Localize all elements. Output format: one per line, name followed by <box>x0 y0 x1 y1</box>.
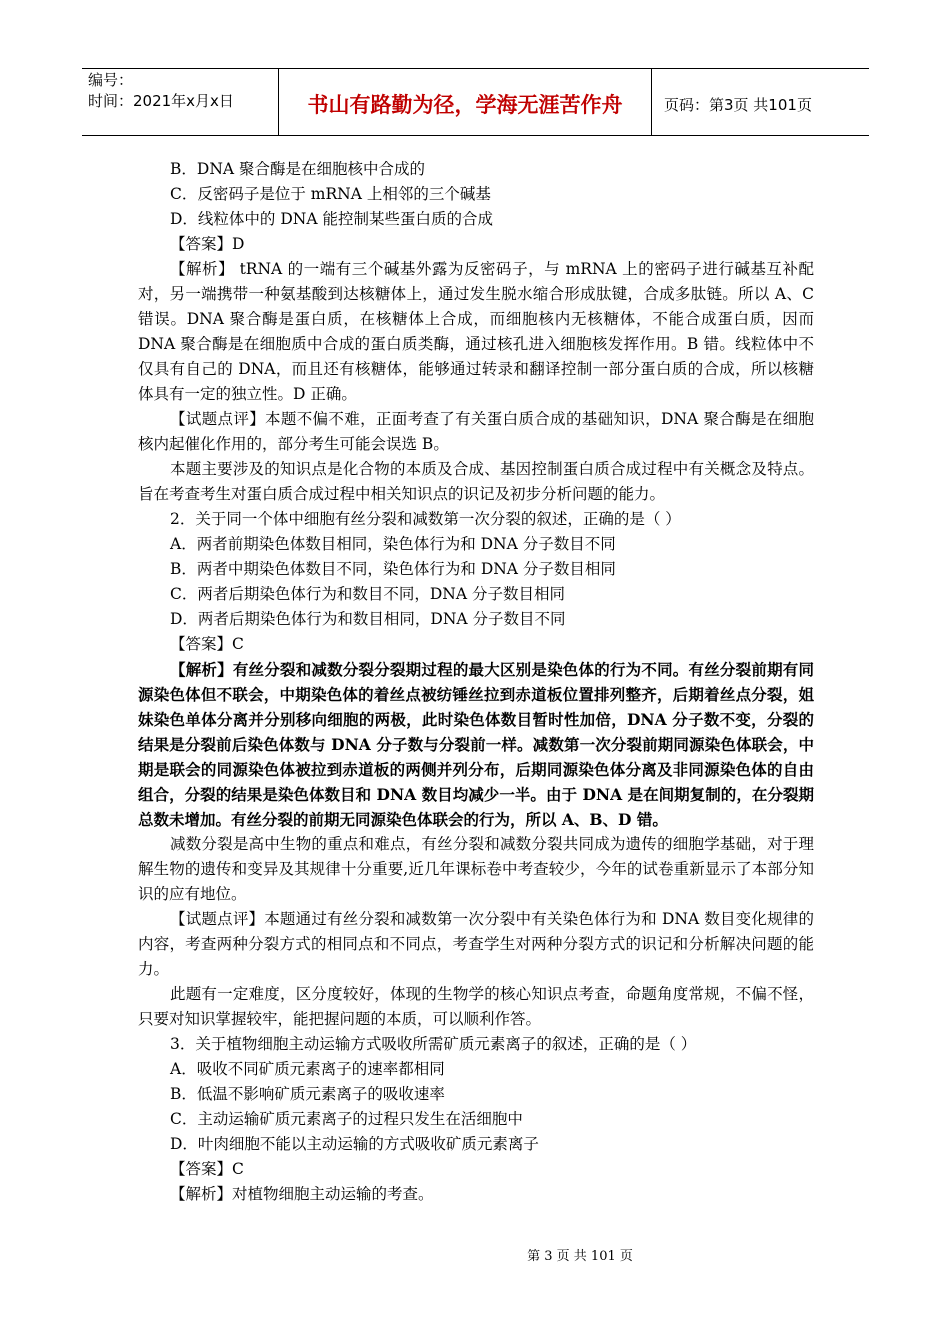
page-header <box>82 68 869 136</box>
document-body <box>138 157 814 1207</box>
analysis-q3: 【解析】对植物细胞主动运输的考查。 <box>170 1185 434 1203</box>
option-c-q2: C．两者后期染色体行为和数目不同，DNA 分子数目相同 <box>170 585 565 603</box>
option-b-q2: B．两者中期染色体数目不同，染色体行为和 DNA 分子数目相同 <box>170 560 616 578</box>
option-d-q1: D．线粒体中的 DNA 能控制某些蛋白质的合成 <box>170 210 493 228</box>
analysis-q2: 【解析】有丝分裂和减数分裂分裂期过程的最大区别是染色体的行为不同。有丝分裂前期有同源染色体但不联会，中期染色体的着丝点被纺锤丝拉到赤道板位置排列整齐，后期着丝点分裂，姐妹染色单体分离并分别移向细胞的两极，此时染色体数目暂时性加倍，DNA 分子数不变，分裂的结果是分裂前后染色体数与 DNA 分子数与分裂前一样。减数第一次分裂前期同源染色体联会，中期是联会的同源染色体被拉到赤道板的两侧并列分布，后期同源染色体分离及非同源染色体的自由组合，分裂的结果是染色体数目和 DNA 数目均减少一半。由于 DNA 是在间期复制的，在分裂期总数未增加。有丝分裂的前期无同源染色体联会的行为，所以 A、B、D 错。 <box>138 660 814 829</box>
analysis-q1: 【解析】 tRNA 的一端有三个碱基外露为反密码子，与 mRNA 上的密码子进行碱基互补配对，另一端携带一种氨基酸到达核糖体上，通过发生脱水缩合形成肽键，合成多肽链。所以 A、C 错误。DNA 聚合酶是蛋白质，在核糖体上合成，而细胞核内无核糖体，不能合成蛋白质，因而 DNA 聚合酶是在细胞质中合成的蛋白质类酶，通过核孔进入细胞核发挥作用。B 错。线粒体中不仅具有自己的 DNA，而且还有核糖体，能够通过转录和翻译控制一部分蛋白质的合成，所以核糖体具有一定的独立性。D 正确。 <box>138 260 814 403</box>
summary-q1: 本题主要涉及的知识点是化合物的本质及合成、基因控制蛋白质合成过程中有关概念及特点。旨在考查考生对蛋白质合成过程中相关知识点的识记及初步分析问题的能力。 <box>138 460 814 503</box>
question-3: 3．关于植物细胞主动运输方式吸收所需矿质元素离子的叙述，正确的是（ ） <box>170 1035 697 1053</box>
summary-q2: 此题有一定难度，区分度较好，体现的生物学的核心知识点考查，命题角度常规，不偏不怪，只要对知识掌握较牢，能把握问题的本质，可以顺利作答。 <box>138 985 814 1028</box>
option-b-q1: B．DNA 聚合酶是在细胞核中合成的 <box>170 160 426 178</box>
question-2: 2．关于同一个体中细胞有丝分裂和减数第一次分裂的叙述，正确的是（ ） <box>170 510 681 528</box>
time-label: 时间：2021年x月x日 <box>88 92 234 110</box>
header-meta <box>82 69 279 135</box>
option-a-q2: A．两者前期染色体数目相同，染色体行为和 DNA 分子数目不同 <box>170 535 616 553</box>
option-c-q3: C．主动运输矿质元素离子的过程只发生在活细胞中 <box>170 1110 523 1128</box>
option-a-q3: A．吸收不同矿质元素离子的速率都相同 <box>170 1060 445 1078</box>
answer-q2: 【答案】C <box>170 635 244 653</box>
option-d-q2: D．两者后期染色体行为和数目相同，DNA 分子数目不同 <box>170 610 566 628</box>
option-d-q3: D．叶肉细胞不能以主动运输的方式吸收矿质元素离子 <box>170 1135 539 1153</box>
header-motto: 书山有路勤为径，学海无涯苦作舟 <box>279 69 652 135</box>
option-c-q1: C．反密码子是位于 mRNA 上相邻的三个碱基 <box>170 185 491 203</box>
header-page-info: 页码：第3页 共101页 <box>664 95 812 114</box>
comment-q1: 【试题点评】本题不偏不难，正面考查了有关蛋白质合成的基础知识，DNA 聚合酶是在细胞核内起催化作用的，部分考生可能会误选 B。 <box>138 410 814 453</box>
answer-q3: 【答案】C <box>170 1160 244 1178</box>
number-label: 编号： <box>88 71 134 89</box>
comment-q2: 【试题点评】本题通过有丝分裂和减数第一次分裂中有关染色体行为和 DNA 数目变化规律的内容，考查两种分裂方式的相同点和不同点，考查学生对两种分裂方式的识记和分析解决问题的能力。 <box>138 910 814 978</box>
answer-q1: 【答案】D <box>170 235 245 253</box>
footer-page-number: 第 3 页 共 101 页 <box>527 1249 633 1264</box>
page-footer <box>0 1245 950 1264</box>
option-b-q3: B．低温不影响矿质元素离子的吸收速率 <box>170 1085 445 1103</box>
note-q2: 减数分裂是高中生物的重点和难点，有丝分裂和减数分裂共同成为遗传的细胞学基础，对于理解生物的遗传和变异及其规律十分重要,近几年课标卷中考查较少，今年的试卷重新显示了本部分知识的应有地位。 <box>138 835 814 903</box>
